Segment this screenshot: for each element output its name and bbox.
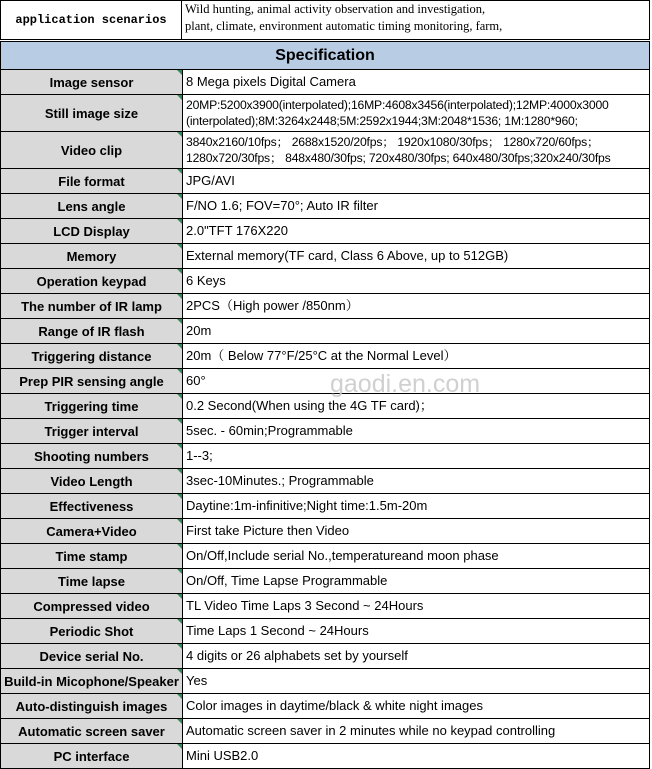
spec-key: The number of IR lamp <box>1 294 183 319</box>
spec-row <box>1 519 650 544</box>
spec-row <box>1 544 650 569</box>
spec-value <box>183 132 650 169</box>
spec-row <box>1 269 650 294</box>
spec-value-line: 3sec-10Minutes.; Programmable <box>186 473 374 488</box>
spec-row <box>1 644 650 669</box>
application-scenarios-value <box>185 1 649 39</box>
spec-value <box>183 319 650 344</box>
spec-row <box>1 194 650 219</box>
spec-key: Video clip <box>1 132 183 169</box>
spec-value <box>183 694 650 719</box>
spec-value <box>183 544 650 569</box>
spec-value-line: 2PCS（High power /850nm） <box>186 298 359 313</box>
spec-key: Still image size <box>1 95 183 132</box>
spec-value <box>183 244 650 269</box>
spec-value <box>183 719 650 744</box>
spec-value-line: External memory(TF card, Class 6 Above, up to 512GB) <box>186 248 509 263</box>
spec-value <box>183 519 650 544</box>
spec-value <box>183 369 650 394</box>
spec-value-line: 1--3; <box>186 448 213 463</box>
spec-key: Effectiveness <box>1 494 183 519</box>
spec-row <box>1 294 650 319</box>
spec-value <box>183 344 650 369</box>
spec-value <box>183 169 650 194</box>
spec-key: Automatic screen saver <box>1 719 183 744</box>
spec-row <box>1 169 650 194</box>
spec-key: Range of IR flash <box>1 319 183 344</box>
spec-row <box>1 369 650 394</box>
spec-key: Triggering time <box>1 394 183 419</box>
spec-key: Trigger interval <box>1 419 183 444</box>
spec-value <box>183 444 650 469</box>
spec-value-line: 20m <box>186 323 212 338</box>
spec-key: Image sensor <box>1 70 183 95</box>
spec-value-line: 3840x2160/10fps； 2688x1520/20fps； 1920x1080/30fps； 1280x720/60fps； <box>186 135 600 149</box>
spec-row <box>1 419 650 444</box>
spec-row <box>1 132 650 169</box>
spec-value-line: Automatic screen saver in 2 minutes while no keypad controlling <box>186 723 556 738</box>
spec-value-line: 2.0"TFT 176X220 <box>186 223 288 238</box>
specification-header: Specification <box>0 41 650 70</box>
spec-value <box>183 569 650 594</box>
spec-key: Lens angle <box>1 194 183 219</box>
application-scenarios-label: application scenarios <box>1 1 182 39</box>
spec-key: Camera+Video <box>1 519 183 544</box>
spec-row <box>1 619 650 644</box>
spec-row <box>1 95 650 132</box>
spec-row <box>1 569 650 594</box>
spec-value <box>183 70 650 95</box>
spec-row <box>1 669 650 694</box>
spec-value <box>183 469 650 494</box>
spec-value <box>183 594 650 619</box>
spec-value <box>183 744 650 769</box>
application-line: Wild hunting, animal activity observation and investigation, <box>185 2 486 16</box>
application-scenarios-row <box>0 0 650 40</box>
spec-value <box>183 619 650 644</box>
spec-key: Time stamp <box>1 544 183 569</box>
spec-key: Device serial No. <box>1 644 183 669</box>
spec-row <box>1 319 650 344</box>
spec-value <box>183 95 650 132</box>
spec-value-line: F/NO 1.6; FOV=70°; Auto IR filter <box>186 198 378 213</box>
spec-row <box>1 394 650 419</box>
spec-value-line: Daytine:1m-infinitive;Night time:1.5m-20m <box>186 498 428 513</box>
spec-key: Prep PIR sensing angle <box>1 369 183 394</box>
spec-value <box>183 494 650 519</box>
spec-row <box>1 469 650 494</box>
spec-value-line: 4 digits or 26 alphabets set by yourself <box>186 648 408 663</box>
spec-value <box>183 669 650 694</box>
spec-key: Memory <box>1 244 183 269</box>
spec-row <box>1 744 650 769</box>
spec-value <box>183 394 650 419</box>
spec-value-line: Time Laps 1 Second ~ 24Hours <box>186 623 369 638</box>
spec-value-line: On/Off,Include serial No.,temperatureand moon phase <box>186 548 499 563</box>
spec-row <box>1 694 650 719</box>
spec-row <box>1 219 650 244</box>
spec-value <box>183 269 650 294</box>
spec-row <box>1 444 650 469</box>
spec-key: Video Length <box>1 469 183 494</box>
spec-value-line: TL Video Time Laps 3 Second ~ 24Hours <box>186 598 424 613</box>
spec-value-line: Mini USB2.0 <box>186 748 259 763</box>
spec-value-line: Yes <box>186 673 208 688</box>
spec-row <box>1 244 650 269</box>
spec-value-line: 0.2 Second(When using the 4G TF card)； <box>186 398 433 413</box>
spec-value-line: First take Picture then Video <box>186 523 350 538</box>
spec-value-line: 20m（ Below 77°F/25°C at the Normal Level） <box>186 348 457 363</box>
spec-row <box>1 719 650 744</box>
spec-key: LCD Display <box>1 219 183 244</box>
spec-value-line: Color images in daytime/black & white night images <box>186 698 483 713</box>
watermark-text: gaodi.en.com <box>330 370 481 398</box>
spec-value-line: 5sec. - 60min;Programmable <box>186 423 353 438</box>
spec-row <box>1 494 650 519</box>
spec-value <box>183 219 650 244</box>
spec-row <box>1 594 650 619</box>
spec-value <box>183 419 650 444</box>
spec-key: Periodic Shot <box>1 619 183 644</box>
spec-value-line: 8 Mega pixels Digital Camera <box>186 74 356 89</box>
spec-key: Shooting numbers <box>1 444 183 469</box>
spec-key: Triggering distance <box>1 344 183 369</box>
spec-key: Operation keypad <box>1 269 183 294</box>
spec-value <box>183 644 650 669</box>
spec-row <box>1 70 650 95</box>
spec-row <box>1 344 650 369</box>
spec-value-line: 20MP:5200x3900(interpolated);16MP:4608x3456(interpolated);12MP:4000x3000 <box>186 98 609 112</box>
spec-value <box>183 194 650 219</box>
spec-key: File format <box>1 169 183 194</box>
spec-value-line: 60° <box>186 373 206 388</box>
application-line: plant, climate, environment automatic timing monitoring, farm, <box>185 19 503 33</box>
specification-table <box>0 69 650 769</box>
spec-value-line: On/Off, Time Lapse Programmable <box>186 573 388 588</box>
spec-key: PC interface <box>1 744 183 769</box>
spec-value <box>183 294 650 319</box>
spec-key: Time lapse <box>1 569 183 594</box>
spec-value-line: JPG/AVI <box>186 173 235 188</box>
spec-value-line: 1280x720/30fps； 848x480/30fps; 720x480/30fps; 640x480/30fps;320x240/30fps <box>186 151 611 165</box>
spec-value-line: 6 Keys <box>186 273 226 288</box>
spec-key: Build-in Micophone/Speaker <box>1 669 183 694</box>
spec-key: Compressed video <box>1 594 183 619</box>
spec-value-line: (interpolated);8M:3264x2448;5M:2592x1944;3M:2048*1536; 1M:1280*960; <box>186 114 578 128</box>
spec-key: Auto-distinguish images <box>1 694 183 719</box>
